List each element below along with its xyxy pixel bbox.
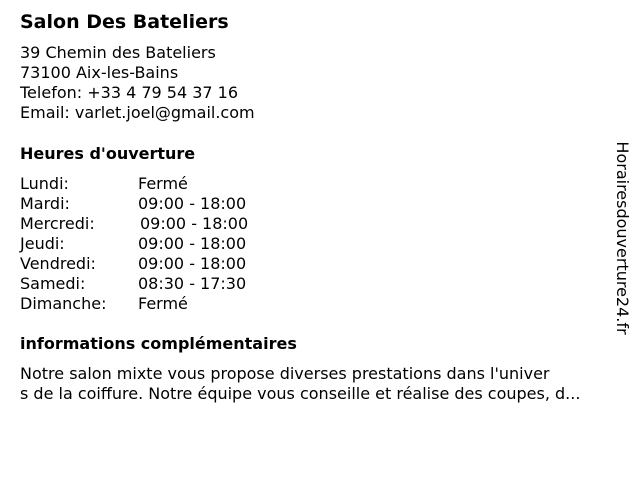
day-label: Jeudi:	[20, 234, 65, 253]
address-street: 39 Chemin des Bateliers	[20, 43, 216, 62]
day-label: Vendredi:	[20, 254, 96, 273]
hours-value: 08:30 - 17:30	[138, 274, 247, 293]
description-line: s de la coiffure. Notre équipe vous conseille et réalise des coupes, d...	[20, 384, 581, 403]
hours-value: 09:00 - 18:00	[138, 254, 247, 273]
business-description	[20, 364, 580, 404]
phone-number: Telefon: +33 4 79 54 37 16	[20, 83, 239, 102]
hours-value: 09:00 - 18:00	[138, 234, 247, 253]
contact-block	[20, 43, 255, 123]
hours-value: 09:00 - 18:00	[138, 194, 247, 213]
day-label: Lundi:	[20, 174, 69, 193]
day-label: Mardi:	[20, 194, 70, 213]
day-label: Samedi:	[20, 274, 86, 293]
address-city: 73100 Aix-les-Bains	[20, 63, 179, 82]
additional-info-heading: informations complémentaires	[20, 334, 297, 353]
email-address: Email: varlet.joel@gmail.com	[20, 103, 255, 122]
day-label: Dimanche:	[20, 294, 107, 313]
opening-hours-heading: Heures d'ouverture	[20, 144, 196, 163]
business-name: Salon Des Bateliers	[20, 11, 229, 33]
day-label: Mercredi:	[20, 214, 95, 233]
description-line: Notre salon mixte vous propose diverses prestations dans l'univer	[20, 364, 550, 383]
hours-value: 09:00 - 18:00	[140, 214, 249, 233]
site-watermark: Horairesdouverture24.fr	[613, 141, 632, 335]
hours-value: Fermé	[138, 174, 188, 193]
hours-value: Fermé	[138, 294, 188, 313]
